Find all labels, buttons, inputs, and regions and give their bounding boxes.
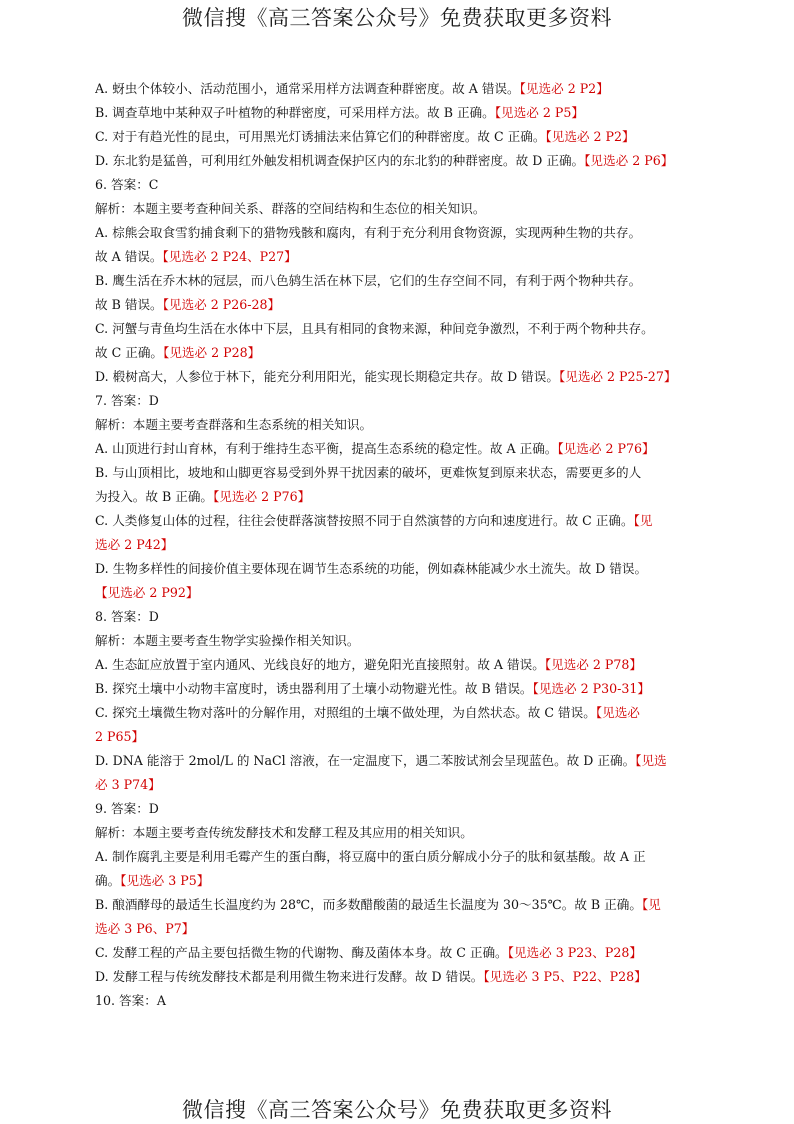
- text-line: [95, 965, 705, 989]
- text-line: [95, 245, 705, 269]
- line-text: A. 蚜虫个体较小、活动范围小，通常采用样方法调查种群密度。故 A 错误。: [95, 81, 520, 96]
- line-text: A. 山顶进行封山育林，有利于维持生态平衡，提高生态系统的稳定性。故 A 正确。: [95, 441, 558, 456]
- line-text: D. 发酵工程与传统发酵技术都是利用微生物来进行发酵。故 D 错误。: [95, 969, 484, 984]
- text-line: [95, 149, 705, 173]
- line-text: 解析：本题主要考查群落和生态系统的相关知识。: [95, 417, 373, 432]
- textbook-reference: 2 P65】: [95, 729, 145, 744]
- text-line: [95, 917, 705, 941]
- text-line: [95, 557, 705, 581]
- line-text: 8. 答案：D: [95, 609, 159, 624]
- text-line: [95, 749, 705, 773]
- textbook-reference: 【见选必 2 P5】: [494, 105, 584, 120]
- text-line: [95, 869, 705, 893]
- text-line: [95, 725, 705, 749]
- line-text: C. 对于有趋光性的昆虫，可用黑光灯诱捕法来估算它们的种群密度。故 C 正确。: [95, 129, 546, 144]
- textbook-reference: 【见选必 2 P30-31】: [532, 681, 650, 696]
- line-text: A. 棕熊会取食雪豹捕食剩下的猎物残骸和腐肉，有利于充分利用食物资源，实现两种生物的共存。: [95, 225, 642, 240]
- text-line: [95, 581, 705, 605]
- text-line: [95, 293, 705, 317]
- text-line: [95, 389, 705, 413]
- text-line: [95, 317, 705, 341]
- line-text: 故 A 错误。: [95, 249, 163, 264]
- textbook-reference: 【见选: [635, 753, 667, 768]
- text-line: [95, 773, 705, 797]
- text-line: [95, 629, 705, 653]
- textbook-reference: 【见选必 2 P2】: [519, 81, 609, 96]
- line-text: C. 发酵工程的产品主要包括微生物的代谢物、酶及菌体本身。故 C 正确。: [95, 945, 508, 960]
- line-text: 故 C 正确。: [95, 345, 164, 360]
- textbook-reference: 【见选必 2 P92】: [95, 585, 199, 600]
- text-line: [95, 485, 705, 509]
- line-text: 6. 答案：C: [95, 177, 159, 192]
- line-text: 解析：本题主要考查种间关系、群落的空间结构和生态位的相关知识。: [95, 201, 486, 216]
- text-line: [95, 413, 705, 437]
- line-text: A. 制作腐乳主要是利用毛霉产生的蛋白酶，将豆腐中的蛋白质分解成小分子的肽和氨基酸。故 A 正: [95, 849, 646, 864]
- text-line: [95, 341, 705, 365]
- line-text: D. 生物多样性的间接价值主要体现在调节生态系统的功能，例如森林能减少水土流失。故 D 错误。: [95, 561, 648, 576]
- line-text: 为投入。故 B 正确。: [95, 489, 214, 504]
- line-text: B. 与山顶相比，坡地和山脚更容易受到外界干扰因素的破坏，更难恢复到原来状态，需要更多的人: [95, 465, 642, 480]
- textbook-reference: 【见: [633, 513, 653, 528]
- header-banner: 微信搜《高三答案公众号》免费获取更多资料: [182, 6, 612, 30]
- text-line: [95, 221, 705, 245]
- line-text: A. 生态缸应放置于室内通风、光线良好的地方，避免阳光直接照射。故 A 错误。: [95, 657, 545, 672]
- line-text: 确。: [95, 873, 121, 888]
- text-line: [95, 653, 705, 677]
- text-line: [95, 989, 705, 1013]
- line-text: D. DNA 能溶于 2mol/L 的 NaCl 溶液，在一定温度下，遇二苯胺试剂会呈现蓝色。故 D 正确。: [95, 753, 636, 768]
- line-text: C. 河蟹与青鱼均生活在水体中下层，且具有相同的食物来源，种间竞争激烈，不利于两个物种共存。: [95, 321, 654, 336]
- line-text: B. 调查草地中某种双子叶植物的种群密度，可采用样方法。故 B 正确。: [95, 105, 495, 120]
- answer-explanation-body: [95, 77, 705, 1013]
- textbook-reference: 【见选必 2 P78】: [544, 657, 642, 672]
- text-line: [95, 101, 705, 125]
- line-text: 10. 答案：A: [95, 993, 166, 1008]
- line-text: C. 探究土壤微生物对落叶的分解作用，对照组的土壤不做处理，为自然状态。故 C 错误。: [95, 705, 596, 720]
- textbook-reference: 【见: [641, 897, 661, 912]
- line-text: 9. 答案：D: [95, 801, 159, 816]
- text-line: [95, 437, 705, 461]
- line-text: B. 酿酒酵母的最适生长温度约为 28℃，而多数醋酸菌的最适生长温度为 30～35℃。故 B 正确。: [95, 897, 642, 912]
- line-text: 7. 答案：D: [95, 393, 159, 408]
- text-line: [95, 893, 705, 917]
- textbook-reference: 【见选必 3 P23、P28】: [507, 945, 642, 960]
- text-line: [95, 533, 705, 557]
- line-text: B. 探究土壤中小动物丰富度时，诱虫器利用了土壤小动物避光性。故 B 错误。: [95, 681, 533, 696]
- line-text: D. 东北豹是猛兽，可利用红外触发相机调查保护区内的东北豹的种群密度。故 D 正确。: [95, 153, 585, 168]
- textbook-reference: 【见选必 2 P26-28】: [162, 297, 281, 312]
- line-text: 解析：本题主要考查传统发酵技术和发酵工程及其应用的相关知识。: [95, 825, 473, 840]
- textbook-reference: 【见选必 3 P5】: [120, 873, 210, 888]
- line-text: B. 鹰生活在乔木林的冠层，而八色鸫生活在林下层，它们的生存空间不同，有利于两个物种共存。: [95, 273, 642, 288]
- line-text: 解析：本题主要考查生物学实验操作相关知识。: [95, 633, 360, 648]
- textbook-reference: 【见选必 2 P76】: [557, 441, 655, 456]
- textbook-reference: 选必 2 P42】: [95, 537, 174, 552]
- text-line: [95, 509, 705, 533]
- text-line: [95, 605, 705, 629]
- textbook-reference: 【见选必 2 P28】: [163, 345, 261, 360]
- line-text: 故 B 错误。: [95, 297, 163, 312]
- text-line: [95, 173, 705, 197]
- text-line: [95, 797, 705, 821]
- footer-banner: 微信搜《高三答案公众号》免费获取更多资料: [182, 1098, 612, 1122]
- text-line: [95, 677, 705, 701]
- textbook-reference: 选必 3 P6、P7】: [95, 921, 195, 936]
- textbook-reference: 【见选必 2 P2】: [545, 129, 635, 144]
- text-line: [95, 125, 705, 149]
- text-line: [95, 77, 705, 101]
- text-line: [95, 701, 705, 725]
- text-line: [95, 461, 705, 485]
- text-line: [95, 365, 705, 389]
- text-line: [95, 821, 705, 845]
- textbook-reference: 必 3 P74】: [95, 777, 161, 792]
- textbook-reference: 【见选必 3 P5、P22、P28】: [483, 969, 647, 984]
- textbook-reference: 【见选必 2 P76】: [213, 489, 311, 504]
- text-line: [95, 845, 705, 869]
- text-line: [95, 197, 705, 221]
- text-line: [95, 269, 705, 293]
- textbook-reference: 【见选必: [595, 705, 640, 720]
- line-text: D. 椴树高大，人参位于林下，能充分利用阳光，能实现长期稳定共存。故 D 错误。: [95, 369, 559, 384]
- textbook-reference: 【见选必 2 P24、P27】: [162, 249, 297, 264]
- line-text: C. 人类修复山体的过程，往往会使群落演替按照不同于自然演替的方向和速度进行。故 C 正确。: [95, 513, 634, 528]
- text-line: [95, 941, 705, 965]
- textbook-reference: 【见选必 2 P25-27】: [558, 369, 677, 384]
- textbook-reference: 【见选必 2 P6】: [584, 153, 674, 168]
